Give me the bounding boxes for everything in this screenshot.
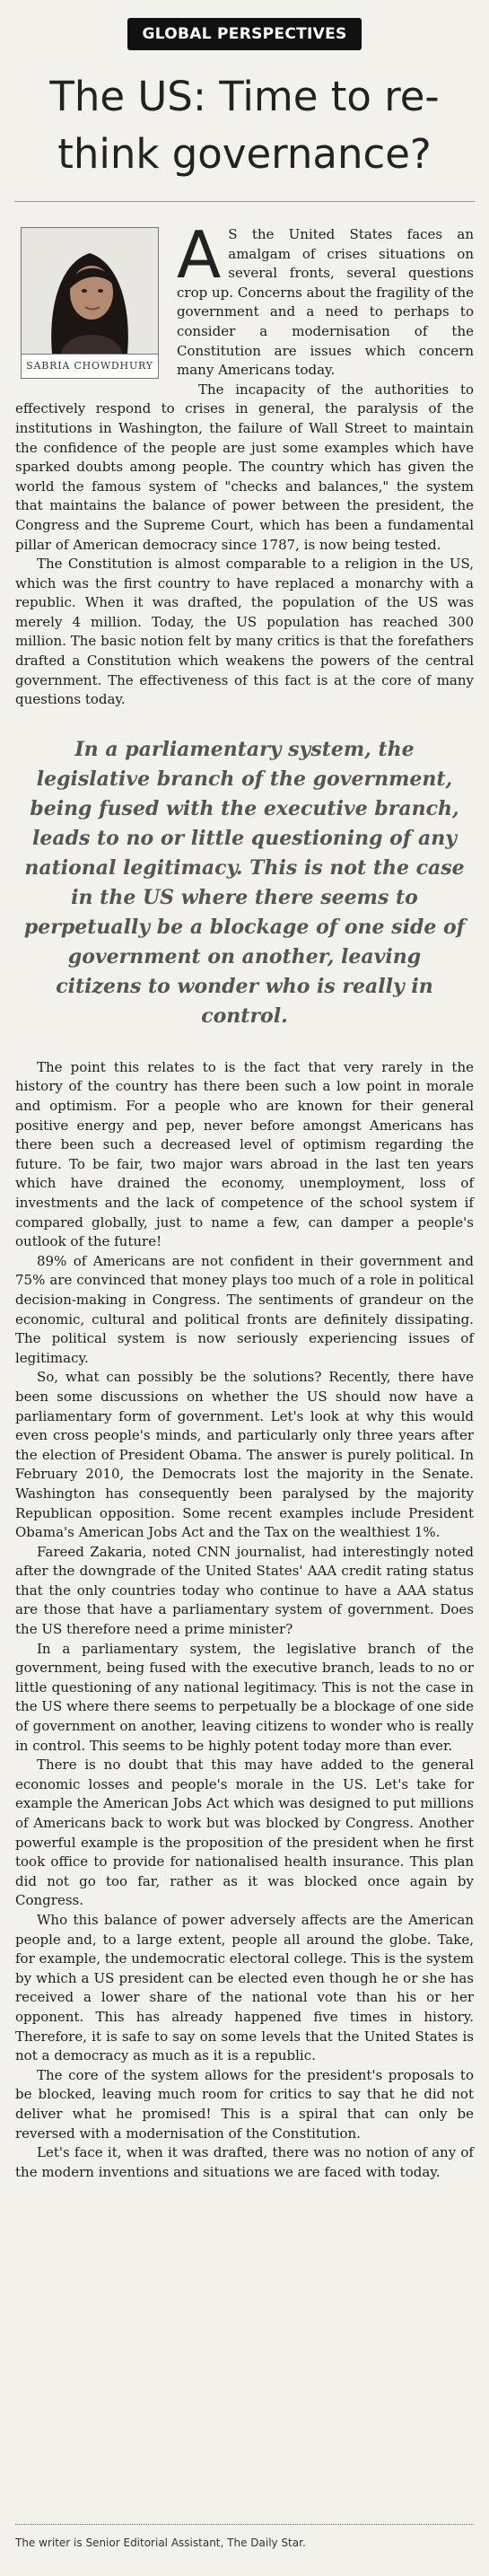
article-body (0, 202, 489, 2182)
body-paragraph: The core of the system allows for the president's proposals to be blocked, leaving much room for critics to say that he did not deliver what he promised! This is a spiral that can only be reversed with a modernisation of the Constitution. (15, 2066, 474, 2142)
body-paragraph: In a parliamentary system, the legislative branch of the government, being fused with the executive branch, leads to no or little questioning of any national legitimacy. This is not the case in the US where there seems to perpetually be a blockage of one side of government on another, leaving citizens to wonder who is really in control. This seems to be highly potent today more than ever. (15, 1640, 474, 1754)
author-note: The writer is Senior Editorial Assistant, The Daily Star. (15, 2537, 306, 2549)
body-paragraph: Let's face it, when it was drafted, there was no notion of any of the modern inventions and situations we are faced with today. (15, 2144, 474, 2180)
body-paragraph: So, what can possibly be the solutions? Recently, there have been some discussions on whether the US should now have a parliamentary form of government. Let's look at why this would even cross people's minds, and particularly only three years after the election of President Obama. The answer is purely political. In February 2010, the Democrats lost the majority in the Senate. Washington has consequently been paralysed by the majority Republican opposition. Some recent examples include President Obama's American Jobs Act and the Tax on the wealthiest 1%. (15, 1369, 474, 1541)
body-paragraph: Fareed Zakaria, noted CNN journalist, had interestingly noted after the downgrade of the United States' AAA credit rating status that the only countries today who continue to have a AAA status are those that have a parliamentary system of government. Does the US therefore need a prime minister? (15, 1543, 474, 1638)
footer-divider (15, 2524, 474, 2525)
section-tag-wrap (0, 0, 489, 50)
body-paragraph: Who this balance of power adversely affects are the American people and, to a large extent, people all around the globe. Take, for example, the undemocratic electoral college. This is the system by which a US president can be elected even though he or she has received a lower share of the national vote than his or her opponent. This has already happened five times in history. Therefore, it is safe to say on some levels that the United States is not a democracy as much as it is a republic. (15, 1911, 474, 2064)
body-paragraph: 89% of Americans are not confident in their government and 75% are convinced that money plays too much of a role in political decision-making in Congress. The sentiments of grandeur on the economic, cultural and political fronts are definitely dissipating. The political system is now seriously experiencing issues of legitimacy. (15, 1252, 474, 1366)
lead-text: S the United States faces an amalgam of crises situations on several fronts, several questions crop up. Concerns about the fragility of the government and a need to perhaps to consider a modernisation of the Constitution are issues which concern many Americans today. (177, 226, 474, 379)
body-paragraph: The Constitution is almost comparable to a religion in the US, which was the first country to have replaced a monarchy with a republic. When it was drafted, the population of the US was merely 4 million. Today, the US population has reached 300 million. The basic notion felt by many critics is that the forefathers drafted a Constitution which weakens the powers of the central government. The effectiveness of this fact is at the core of many questions today. (15, 556, 474, 708)
pull-quote: In a parliamentary system, the legislative branch of the government, being fused with the executive branch, leads to no or little questioning of any national legitimacy. This is not the case in the US where there seems to perpetually be a blockage of one side of government on another, leaving citizens to wonder who is really in control. (23, 737, 466, 1028)
body-paragraph: There is no doubt that this may have added to the general economic losses and people's morale in the US. Let's take for example the American Jobs Act which was designed to put millions of Americans back to work but was blocked by Congress. Another powerful example is the proposition of the president when he first took office to provide for nationalised health insurance. This plan did not go too far, rather as it was blocked once again by Congress. (15, 1757, 474, 1909)
author-photo-box (21, 227, 159, 379)
body-paragraph: The point this relates to is the fact that very rarely in the history of the country has there been such a low point in morale and optimism. For a people who are known for their general positive energy and pep, never before amongst Americans has there been such a decreased level of optimism regarding the future. To be fair, two major wars abroad in the last ten years which have drained the economy, unemployment, loss of investments and the lack of competence of the school system if compared globally, just to name a few, can damper a people's outlook of the future! (15, 1058, 474, 1250)
author-photo (22, 228, 158, 354)
body-paragraph: The incapacity of the authorities to effectively respond to crises in general, the paralysis of the institutions in Washington, the failure of Wall Street to maintain the confidence of the people are just some examples which have sparked doubts among people. The country which has given the world the famous system of "checks and balances," the system that maintains the balance of power between the president, the Congress and the Supreme Court, which has been a fundamental pillar of American democracy since 1787, is now being tested. (15, 381, 474, 553)
headline: The US: Time to re-think governance? (49, 73, 440, 178)
author-byline: SABRIA CHOWDHURY (22, 354, 158, 378)
drop-cap: A (177, 217, 222, 293)
section-tag: GLOBAL PERSPECTIVES (127, 18, 361, 50)
